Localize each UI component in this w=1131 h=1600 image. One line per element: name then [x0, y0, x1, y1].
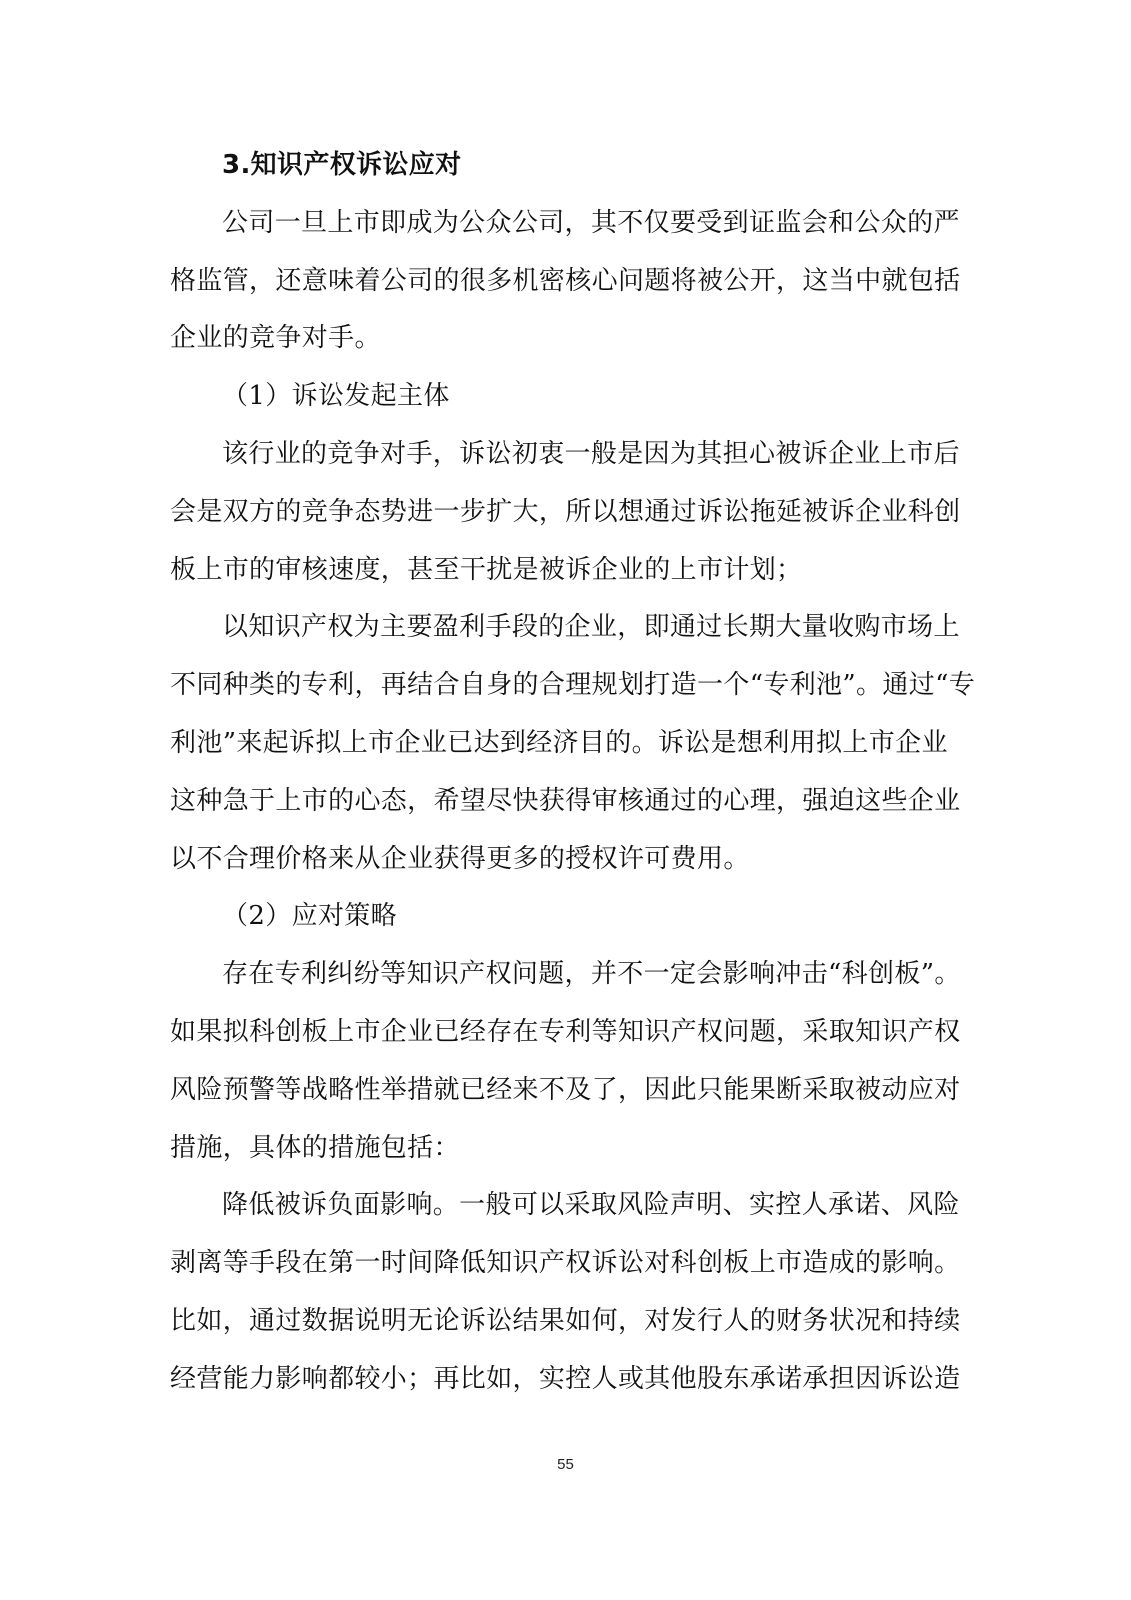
- paragraph-line: 风险预警等战略性举措就已经来不及了，因此只能果断采取被动应对: [170, 1074, 961, 1105]
- subheading: （1）诉讼发起主体: [222, 381, 450, 412]
- page-content: [170, 137, 976, 1409]
- paragraph-line: 如果拟科创板上市企业已经存在专利等知识产权问题，采取知识产权: [170, 1016, 961, 1047]
- paragraph-line: 利池”来起诉拟上市企业已达到经济目的。诉讼是想利用拟上市企业: [170, 727, 948, 758]
- paragraph-line: 格监管，还意味着公司的很多机密核心问题将被公开，这当中就包括: [170, 265, 961, 296]
- paragraph-line: 公司一旦上市即成为公众公司，其不仅要受到证监会和公众的严: [222, 207, 960, 238]
- paragraph-line: 剥离等手段在第一时间降低知识产权诉讼对科创板上市造成的影响。: [170, 1248, 961, 1279]
- paragraph-line: 降低被诉负面影响。一般可以采取风险声明、实控人承诺、风险: [222, 1190, 960, 1221]
- paragraph-line: 该行业的竞争对手，诉讼初衷一般是因为其担心被诉企业上市后: [222, 438, 960, 469]
- paragraph-line: 措施，具体的措施包括：: [170, 1132, 460, 1163]
- paragraph-line: 不同种类的专利，再结合自身的合理规划打造一个“专利池”。通过“专: [170, 670, 976, 701]
- paragraph-line: 比如，通过数据说明无论诉讼结果如何，对发行人的财务状况和持续: [170, 1305, 961, 1336]
- paragraph-line: 以知识产权为主要盈利手段的企业，即通过长期大量收购市场上: [222, 612, 960, 643]
- paragraph-line: 企业的竞争对手。: [170, 323, 381, 354]
- section-heading: 3.知识产权诉讼应对: [222, 150, 462, 180]
- paragraph-line: 板上市的审核速度，甚至干扰是被诉企业的上市计划；: [170, 554, 803, 585]
- paragraph-line: 这种急于上市的心态，希望尽快获得审核通过的心理，强迫这些企业: [170, 785, 961, 816]
- paragraph-line: 以不合理价格来从企业获得更多的授权许可费用。: [170, 843, 750, 874]
- paragraph-line: 经营能力影响都较小；再比如，实控人或其他股东承诺承担因诉讼造: [170, 1363, 961, 1394]
- page-number: 55: [557, 1456, 574, 1473]
- paragraph-line: 会是双方的竞争态势进一步扩大，所以想通过诉讼拖延被诉企业科创: [170, 496, 961, 527]
- subheading: （2）应对策略: [222, 901, 397, 932]
- paragraph-line: 存在专利纠纷等知识产权问题，并不一定会影响冲击“科创板”。: [222, 959, 961, 990]
